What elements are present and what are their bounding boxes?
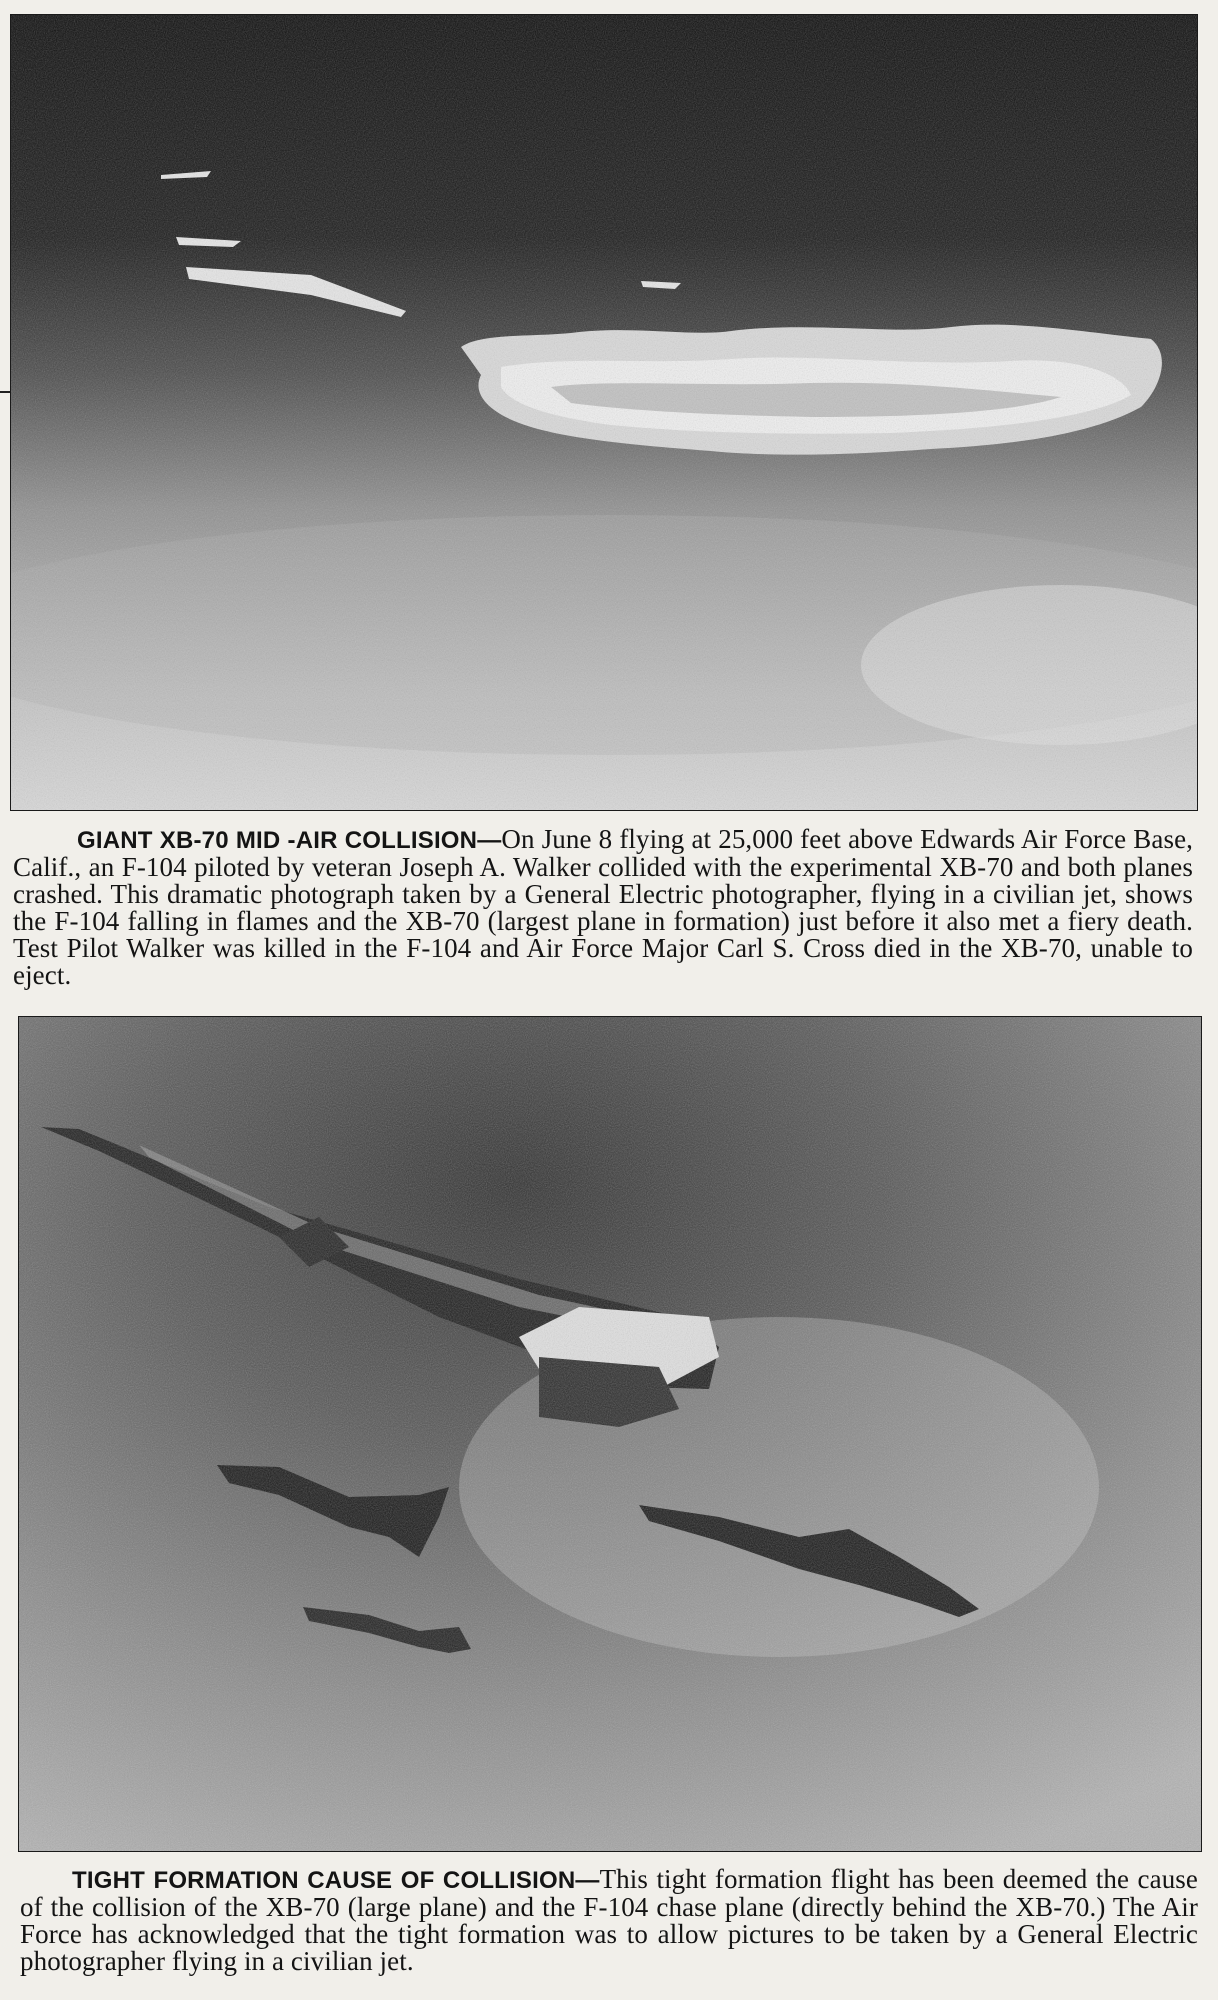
formation-caption-body: This tight formation flight has been deemed the cause of the collision of the XB-70 (large plane) and the F-104 chase plane (directly behind the XB-70.) The Air Force has acknowledged that the tight formation was to allow pictures to be taken by a General Electric photographer flying in a civilian jet. bbox=[20, 1864, 1198, 1976]
collision-photo bbox=[10, 14, 1198, 811]
margin-mark bbox=[0, 391, 10, 393]
formation-caption bbox=[20, 1866, 1198, 1975]
formation-photo bbox=[18, 1016, 1202, 1852]
formation-headline: TIGHT FORMATION CAUSE OF COLLISION— bbox=[72, 1867, 600, 1894]
collision-caption bbox=[13, 826, 1193, 989]
collision-caption-body: On June 8 flying at 25,000 feet above Edwards Air Force Base, Calif., an F-104 piloted by veteran Joseph A. Walker collided with the experimental XB-70 and both planes crashed. This dramatic photograph taken by a General Electric photographer, flying in a civilian jet, shows the F-104 falling in flames and the XB-70 (largest plane in formation) just before it also met a fiery death. Test Pilot Walker was killed in the F-104 and Air Force Major Carl S. Cross died in the XB-70, unable to eject. bbox=[13, 824, 1193, 990]
collision-headline: GIANT XB-70 MID -AIR COLLISION— bbox=[77, 827, 502, 854]
